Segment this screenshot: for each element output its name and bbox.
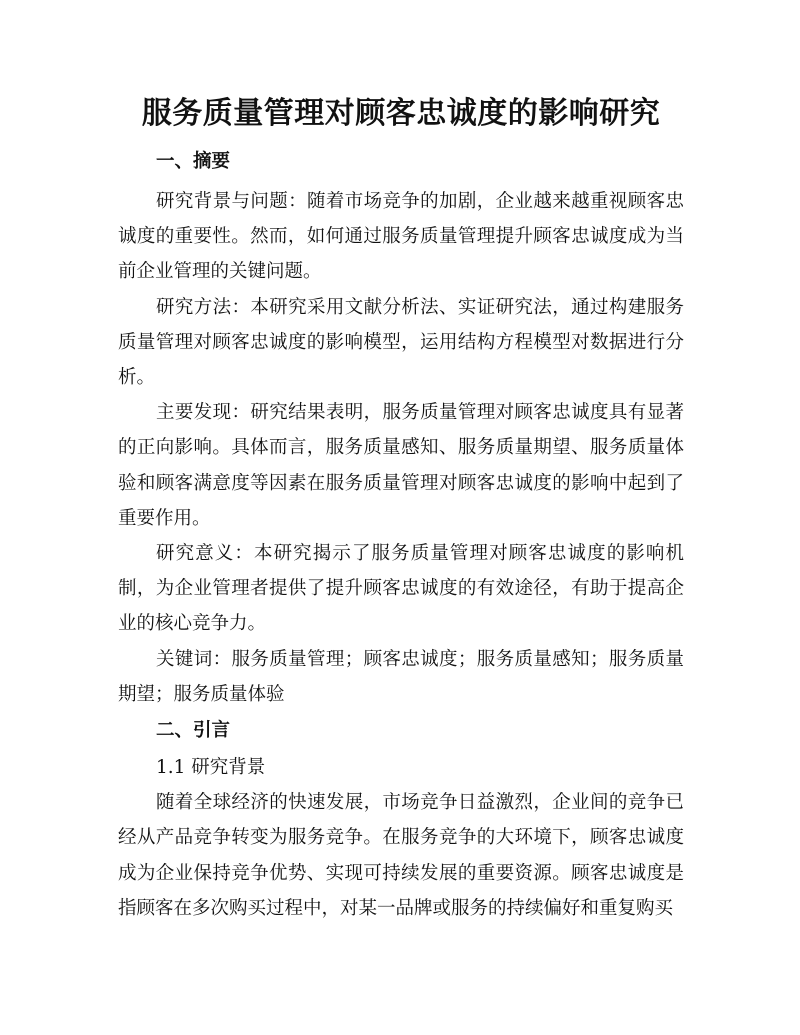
subsection-heading-research-background: 1.1 研究背景 — [156, 757, 266, 779]
paragraph-main-findings: 主要发现：研究结果表明，服务质量管理对顾客忠诚度具有显著的正向影响。具体而言，服务质量感知、服务质量期望、服务质量体验和顾客满意度等因素在服务质量管理对顾客忠诚度的影响中起到了重要作用。 — [118, 402, 684, 529]
document-title: 服务质量管理对顾客忠诚度的影响研究 — [141, 96, 661, 131]
document-body — [118, 143, 684, 926]
paragraph-introduction-background: 随着全球经济的快速发展，市场竞争日益激烈，企业间的竞争已经从产品竞争转变为服务竞争。在服务竞争的大环境下，顾客忠诚度成为企业保持竞争优势、实现可持续发展的重要资源。顾客忠诚度是指顾客在多次购买过程中，对某一品牌或服务的持续偏好和重复购买 — [118, 792, 684, 919]
paragraph-keywords: 关键词：服务质量管理；顾客忠诚度；服务质量感知；服务质量期望；服务质量体验 — [118, 648, 684, 705]
paragraph-research-method: 研究方法：本研究采用文献分析法、实证研究法，通过构建服务质量管理对顾客忠诚度的影响模型，运用结构方程模型对数据进行分析。 — [118, 296, 684, 389]
section-heading-introduction: 二、引言 — [156, 720, 231, 742]
section-heading-abstract: 一、摘要 — [156, 151, 231, 172]
paragraph-research-background: 研究背景与问题：随着市场竞争的加剧，企业越来越重视顾客忠诚度的重要性。然而，如何通过服务质量管理提升顾客忠诚度成为当前企业管理的关键问题。 — [118, 191, 684, 283]
paragraph-research-significance: 研究意义：本研究揭示了服务质量管理对顾客忠诚度的影响机制，为企业管理者提供了提升顾客忠诚度的有效途径，有助于提高企业的核心竞争力。 — [118, 543, 684, 635]
